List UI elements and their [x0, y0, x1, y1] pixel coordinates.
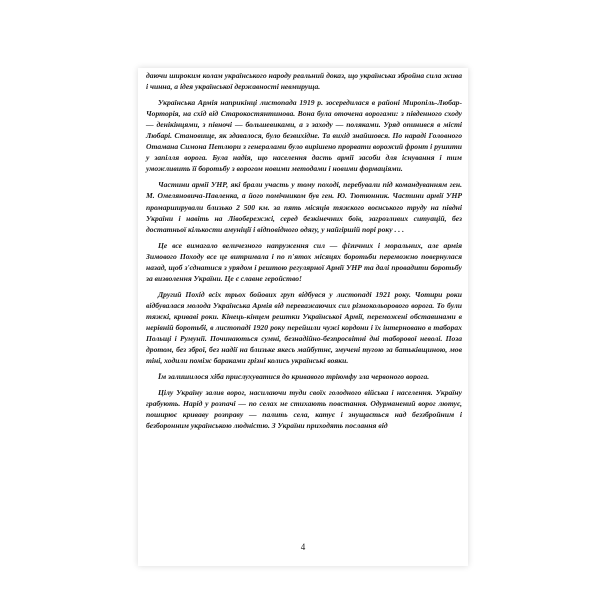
paragraph: Другий Похід всіх трьох бойових груп відбувся у листопаді 1921 року. Чотири роки відбувалася молода Українська Армія від переважаючих сил різнокольорового ворога. То були тяжкі, криваві роки. Кінець-кінцем рештки Української Армії, переможені обставинами в нерівній боротьбі, в листопаді 1920 року перейшли чужі кордони і їх інтерновано в таборах Польщі і Румунії. Починаються сумні, безнадійно-безпросвітні дні таборової неволі. Поза дротом, без зброї, без надії на близьке якесь майбутнє, змучені тугою за батьківщиною, мов тіні, ходили поміж бараками грізні колись українські вояки. [146, 289, 462, 366]
paragraph: Цілу Україну залив ворог, насилаючи туди своїх голодного війська і населення. Україну грабують. Нарід у розпачі — по селах не стихають повстання. Одурманений ворог лютує, поширює криваву розправу — палить села, катує і знущається над беззбройним і безборонним українською людністю. З України приходять послання від [146, 388, 462, 431]
paragraph: даючи широким колам українського народу реальний доказ, що українська збройна сила жива і чинна, а ідея української державності невмируща. [146, 71, 462, 92]
paragraph: Це все вимагало величезного напруження сил — фізичних і моральних, але армія Зимового Походу все це витримала і по п'ятох місяцях боротьби переможно повернулася назад, щоб з'єднатися з урядом і рештою регулярної Армії УНР та далі провадити боротьбу за визволення України. Це є славне геройство! [146, 240, 462, 283]
paragraph: Їм залишилося хіба прислухуватися до кривавого тріюмфу зла червоного ворога. [158, 372, 430, 382]
paragraph: Українська Армія наприкінці листопада 1919 р. зосередилася в районі Миропіль-Любар-Чорторія, на схід від Старокостянтинова. Вона була оточена ворогами: з південного сходу — денікінцями, з півночі — большевиками, а з заходу — поляками. Уряд опинився в місті Любарі. Становище, як здавалося, було безвихідне. Та вихід знайшовся. По нараді Головного Отамана Симона Петлюри з генералами було вирішено прорвати ворожий фронт і рушити у запілля ворога. Була надія, що населення дасть армії засоби для існування і тим уможливить її боротьбу з ворогом новими методами і новими формаціями. [146, 98, 462, 174]
page-number: 4 [300, 542, 306, 552]
paragraph: Частини армії УНР, які брали участь у тому поході, перебували під командуванням ген. М. Омеляновича-Павленка, а його помічником був ген. Ю. Тютюнник. Частини армії УНР промарширували близько 2 500 км. за пять місяців тяжкого воєнського труду на півдні України і навіть на Лівобережжі, серед безкінечних боїв, загрозливих ситуацій, без достатньої кількости амуніції і відповідного одягу, у найгіршій порі року . . . [146, 180, 462, 234]
body-text [146, 70, 462, 436]
document-page [138, 68, 468, 566]
